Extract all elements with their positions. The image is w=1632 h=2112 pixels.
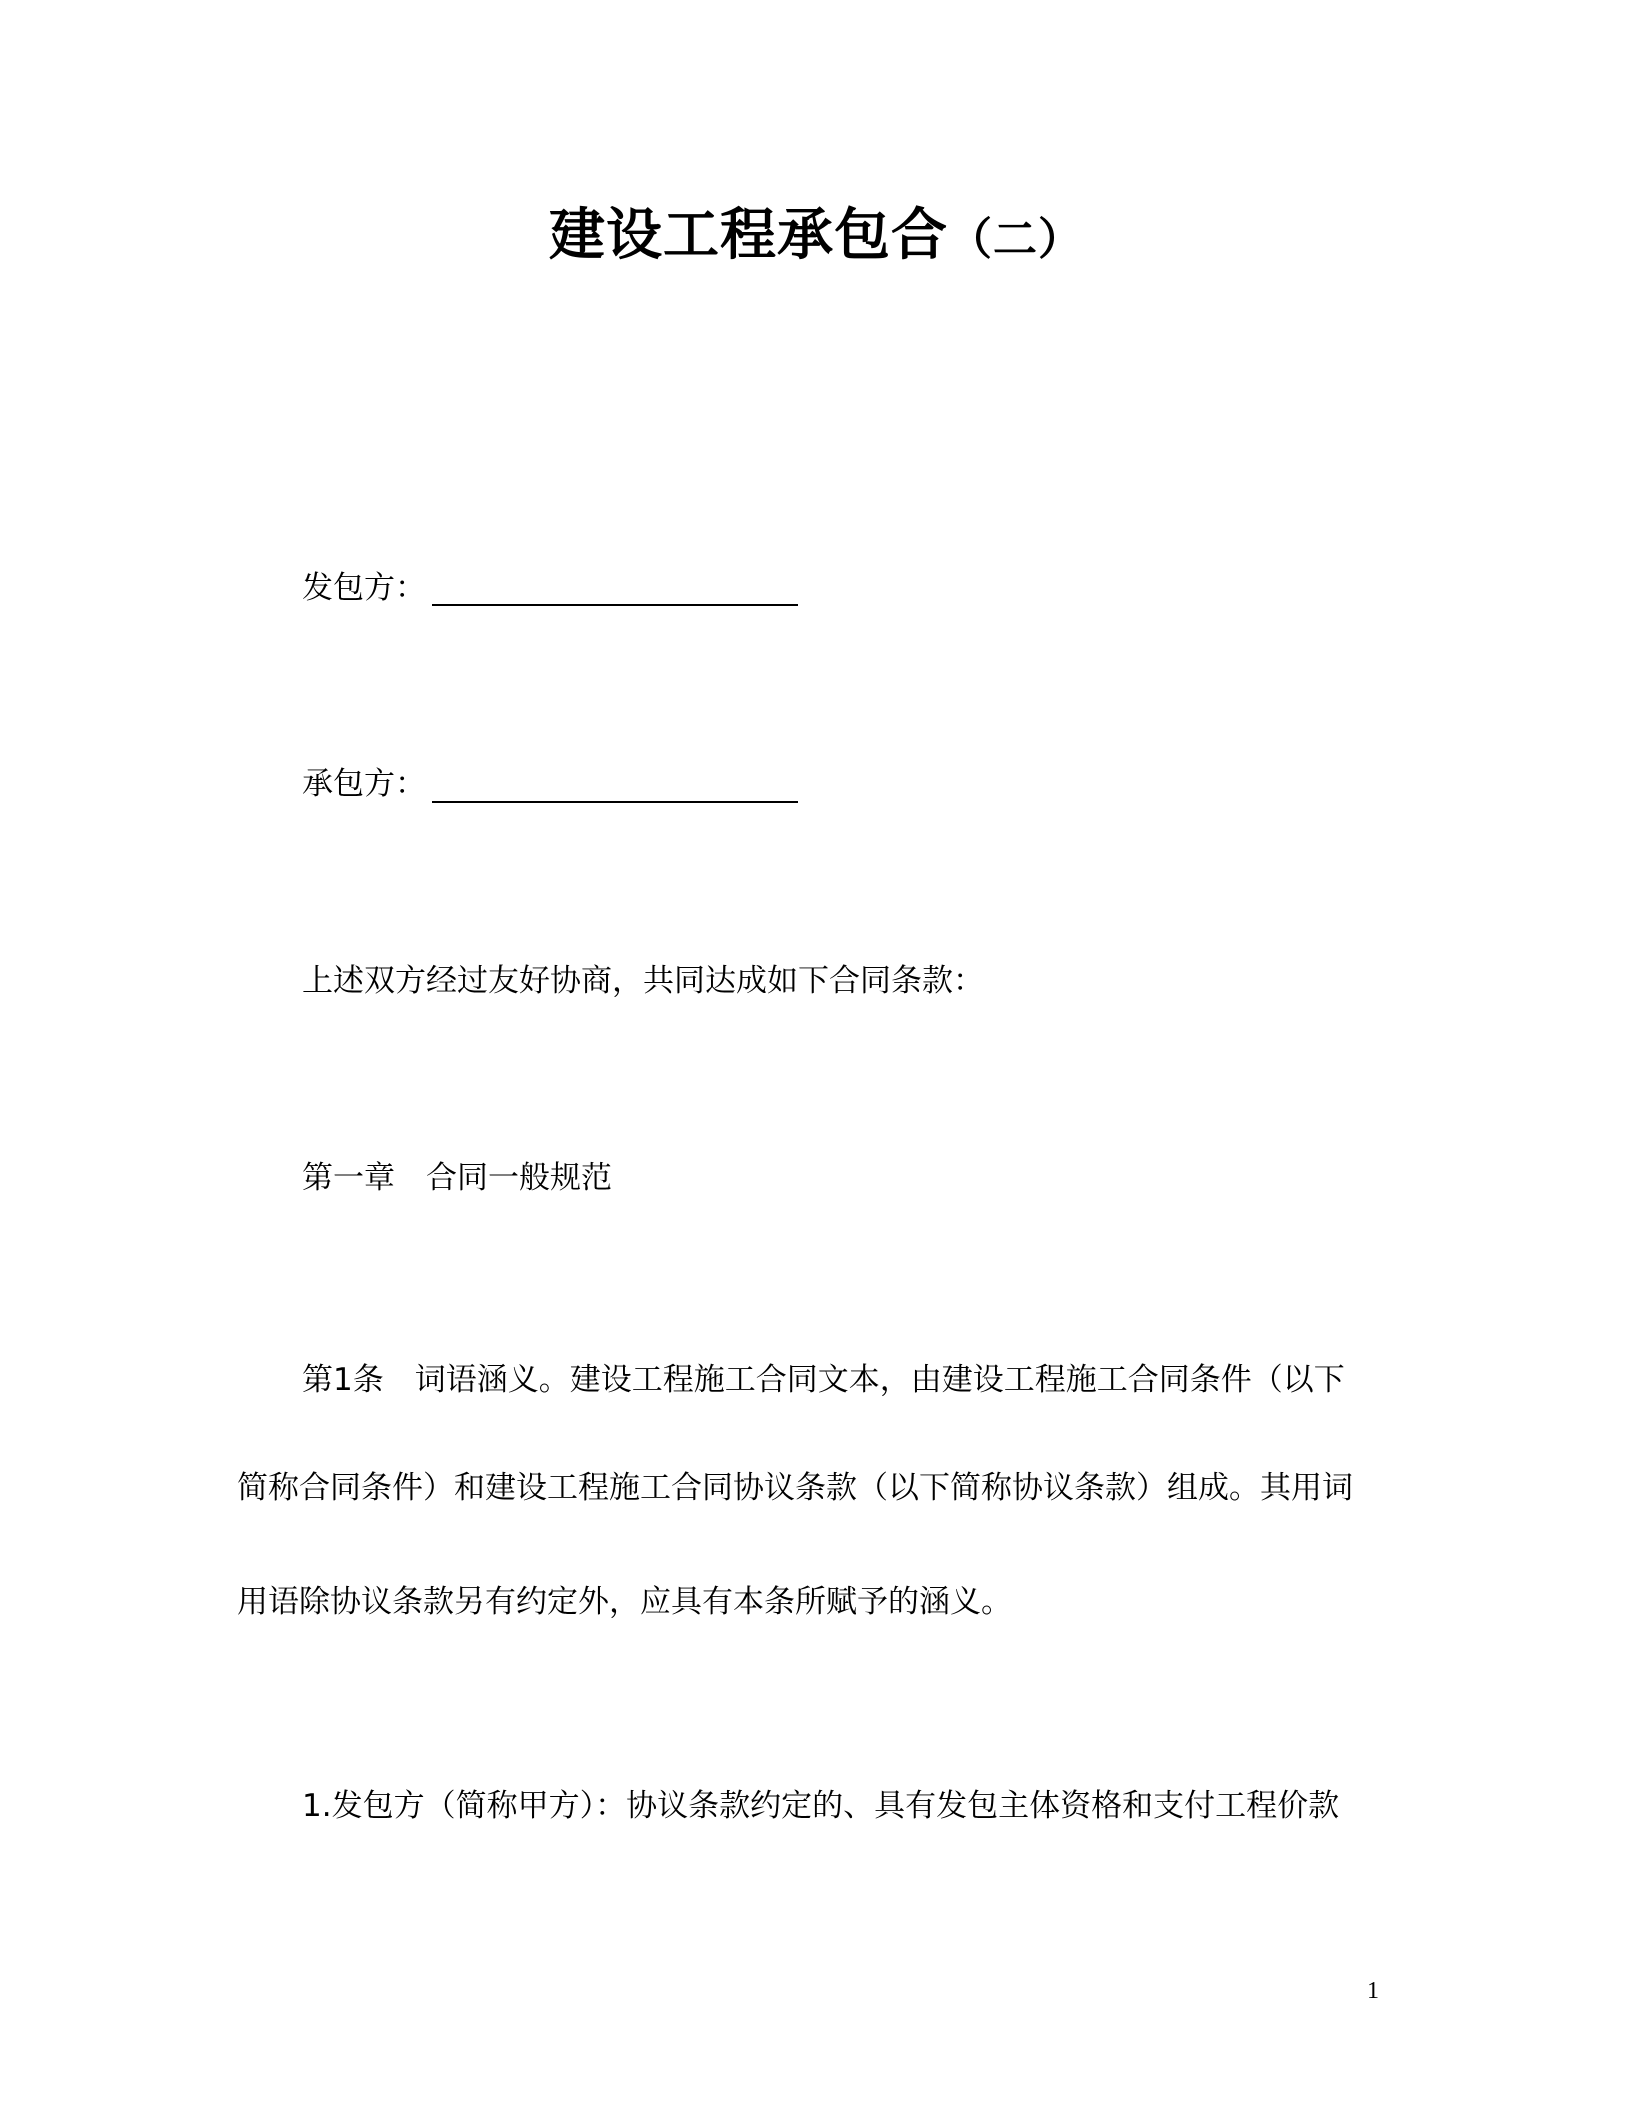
article1-line-1: 第1条 词语涵义。建设工程施工合同文本，由建设工程施工合同条件（以下	[302, 1362, 1345, 1398]
party-b-blank-line	[432, 801, 798, 803]
item1-line-1: 1.发包方（简称甲方）：协议条款约定的、具有发包主体资格和支付工程价款	[302, 1788, 1340, 1824]
party-a-blank-line	[432, 604, 798, 606]
intro-paragraph: 上述双方经过友好协商，共同达成如下合同条款：	[302, 963, 984, 999]
title-main: 建设工程承包合	[549, 203, 948, 268]
title-suffix: （二）	[948, 214, 1083, 265]
party-b-label: 承包方：	[302, 766, 426, 802]
article1-line-2: 简称合同条件）和建设工程施工合同协议条款（以下简称协议条款）组成。其用词	[237, 1470, 1353, 1506]
party-a-label: 发包方：	[302, 570, 426, 606]
page-number: 1	[1367, 1978, 1379, 2004]
article1-line-3: 用语除协议条款另有约定外，应具有本条所赋予的涵义。	[237, 1584, 1012, 1620]
chapter-heading: 第一章 合同一般规范	[302, 1160, 612, 1196]
document-title	[0, 196, 1632, 280]
